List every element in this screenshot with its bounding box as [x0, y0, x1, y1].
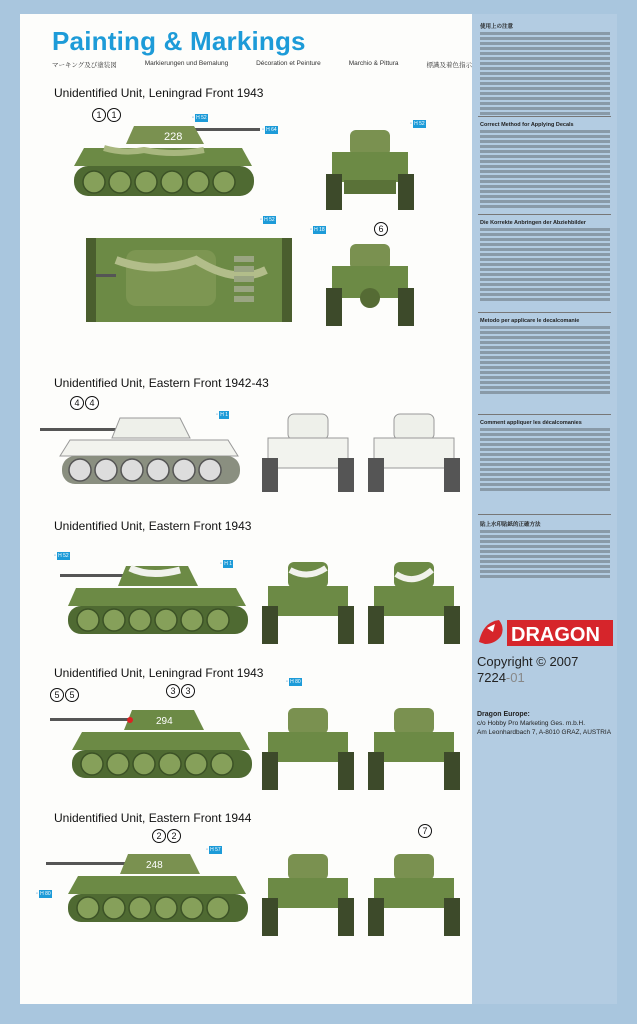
turret-number: 294 — [156, 716, 173, 727]
tank-rear-view — [322, 238, 418, 330]
tank-rear-view — [366, 848, 462, 940]
paint-code: ◦ H 52 — [260, 217, 275, 223]
section-title-1: Unidentified Unit, Leningrad Front 1943 — [54, 86, 264, 100]
paint-code: ◦ H 64 — [262, 127, 277, 133]
tank-side-view-winter — [40, 410, 250, 492]
section-title-3: Unidentified Unit, Eastern Front 1943 — [54, 519, 252, 533]
catalog-number: 7224-01 — [477, 670, 525, 685]
instruction-page — [20, 14, 472, 1004]
callout-6: 6 — [374, 222, 389, 236]
copyright: Copyright © 2007 — [477, 654, 579, 669]
subtitle-cn: 標識及着色指示 — [426, 62, 472, 69]
page-title: Painting & Markings — [52, 26, 306, 56]
paint-code: ◦ H 1 — [216, 412, 229, 418]
tank-rear-view-camo — [366, 556, 462, 648]
tank-top-view — [86, 230, 296, 330]
paint-code: ◦ H 80 — [36, 891, 51, 897]
subtitle-it: Marchio & Pittura — [348, 60, 399, 67]
subtitle-jp: マーキング及び塗装図 — [52, 62, 117, 69]
instructions-german: Die Korrekte Anbringen der Abziehbilder — [480, 220, 610, 303]
tank-front-view-winter — [260, 408, 356, 496]
section-title-5: Unidentified Unit, Eastern Front 1944 — [54, 811, 252, 825]
tank-front-view — [260, 848, 356, 940]
dragon-logo — [475, 614, 615, 648]
tank-front-view — [322, 122, 418, 214]
svg-text:DRAGON: DRAGON — [511, 624, 600, 646]
tank-rear-view — [366, 702, 462, 794]
tank-side-view — [46, 848, 256, 930]
paint-code: ◦ H 52 — [54, 553, 69, 559]
tank-front-view — [260, 702, 356, 794]
tank-side-view — [50, 704, 260, 786]
instructions-french: Comment appliquer les décalcomanies — [480, 420, 610, 493]
callout-1: 1 1 — [92, 108, 122, 122]
paint-code: ◦ H 57 — [206, 847, 221, 853]
callout-2: 2 2 — [152, 829, 182, 843]
tank-side-view-camo — [60, 560, 260, 642]
paint-code: ◦ H 80 — [286, 679, 301, 685]
paint-code: ◦ H 1 — [220, 561, 233, 567]
instructions-italian: Metodo per applicare le decalcomanie — [480, 318, 610, 396]
subtitle-de: Markierungen und Bemalung — [144, 60, 229, 67]
instructions-chinese: 貼上水印貼紙的正確方法 — [480, 520, 610, 580]
tank-side-view — [64, 122, 264, 204]
instructions-japanese: 使用上の注意 — [480, 22, 610, 117]
turret-number: 248 — [146, 860, 163, 871]
callout-7: 7 — [418, 824, 433, 838]
subtitle-row — [52, 60, 472, 69]
paint-code: ◦ H 18 — [310, 227, 325, 233]
paint-code: ◦ H 52 — [192, 115, 207, 121]
tank-front-view-camo — [260, 556, 356, 648]
callout-4: 4 4 — [70, 396, 100, 410]
callout-3: 3 3 — [166, 684, 196, 698]
paint-code: ◦ H 52 — [410, 121, 425, 127]
tank-rear-view-winter — [366, 408, 462, 496]
instructions-english: Correct Method for Applying Decals — [480, 122, 610, 210]
instruction-sidebar — [472, 14, 617, 1004]
subtitle-fr: Décoration et Peinture — [256, 60, 321, 67]
turret-number: 228 — [164, 131, 183, 143]
section-title-4: Unidentified Unit, Leningrad Front 1943 — [54, 666, 264, 680]
callout-5: 5 5 — [50, 688, 80, 702]
section-title-2: Unidentified Unit, Eastern Front 1942-43 — [54, 376, 269, 390]
dragon-europe-address: Dragon Europe: c/o Hobby Pro Marketing Ges. m.b.H. Am Leonhardbach 7, A-8010 GRAZ, AUSTRIA — [477, 711, 612, 736]
